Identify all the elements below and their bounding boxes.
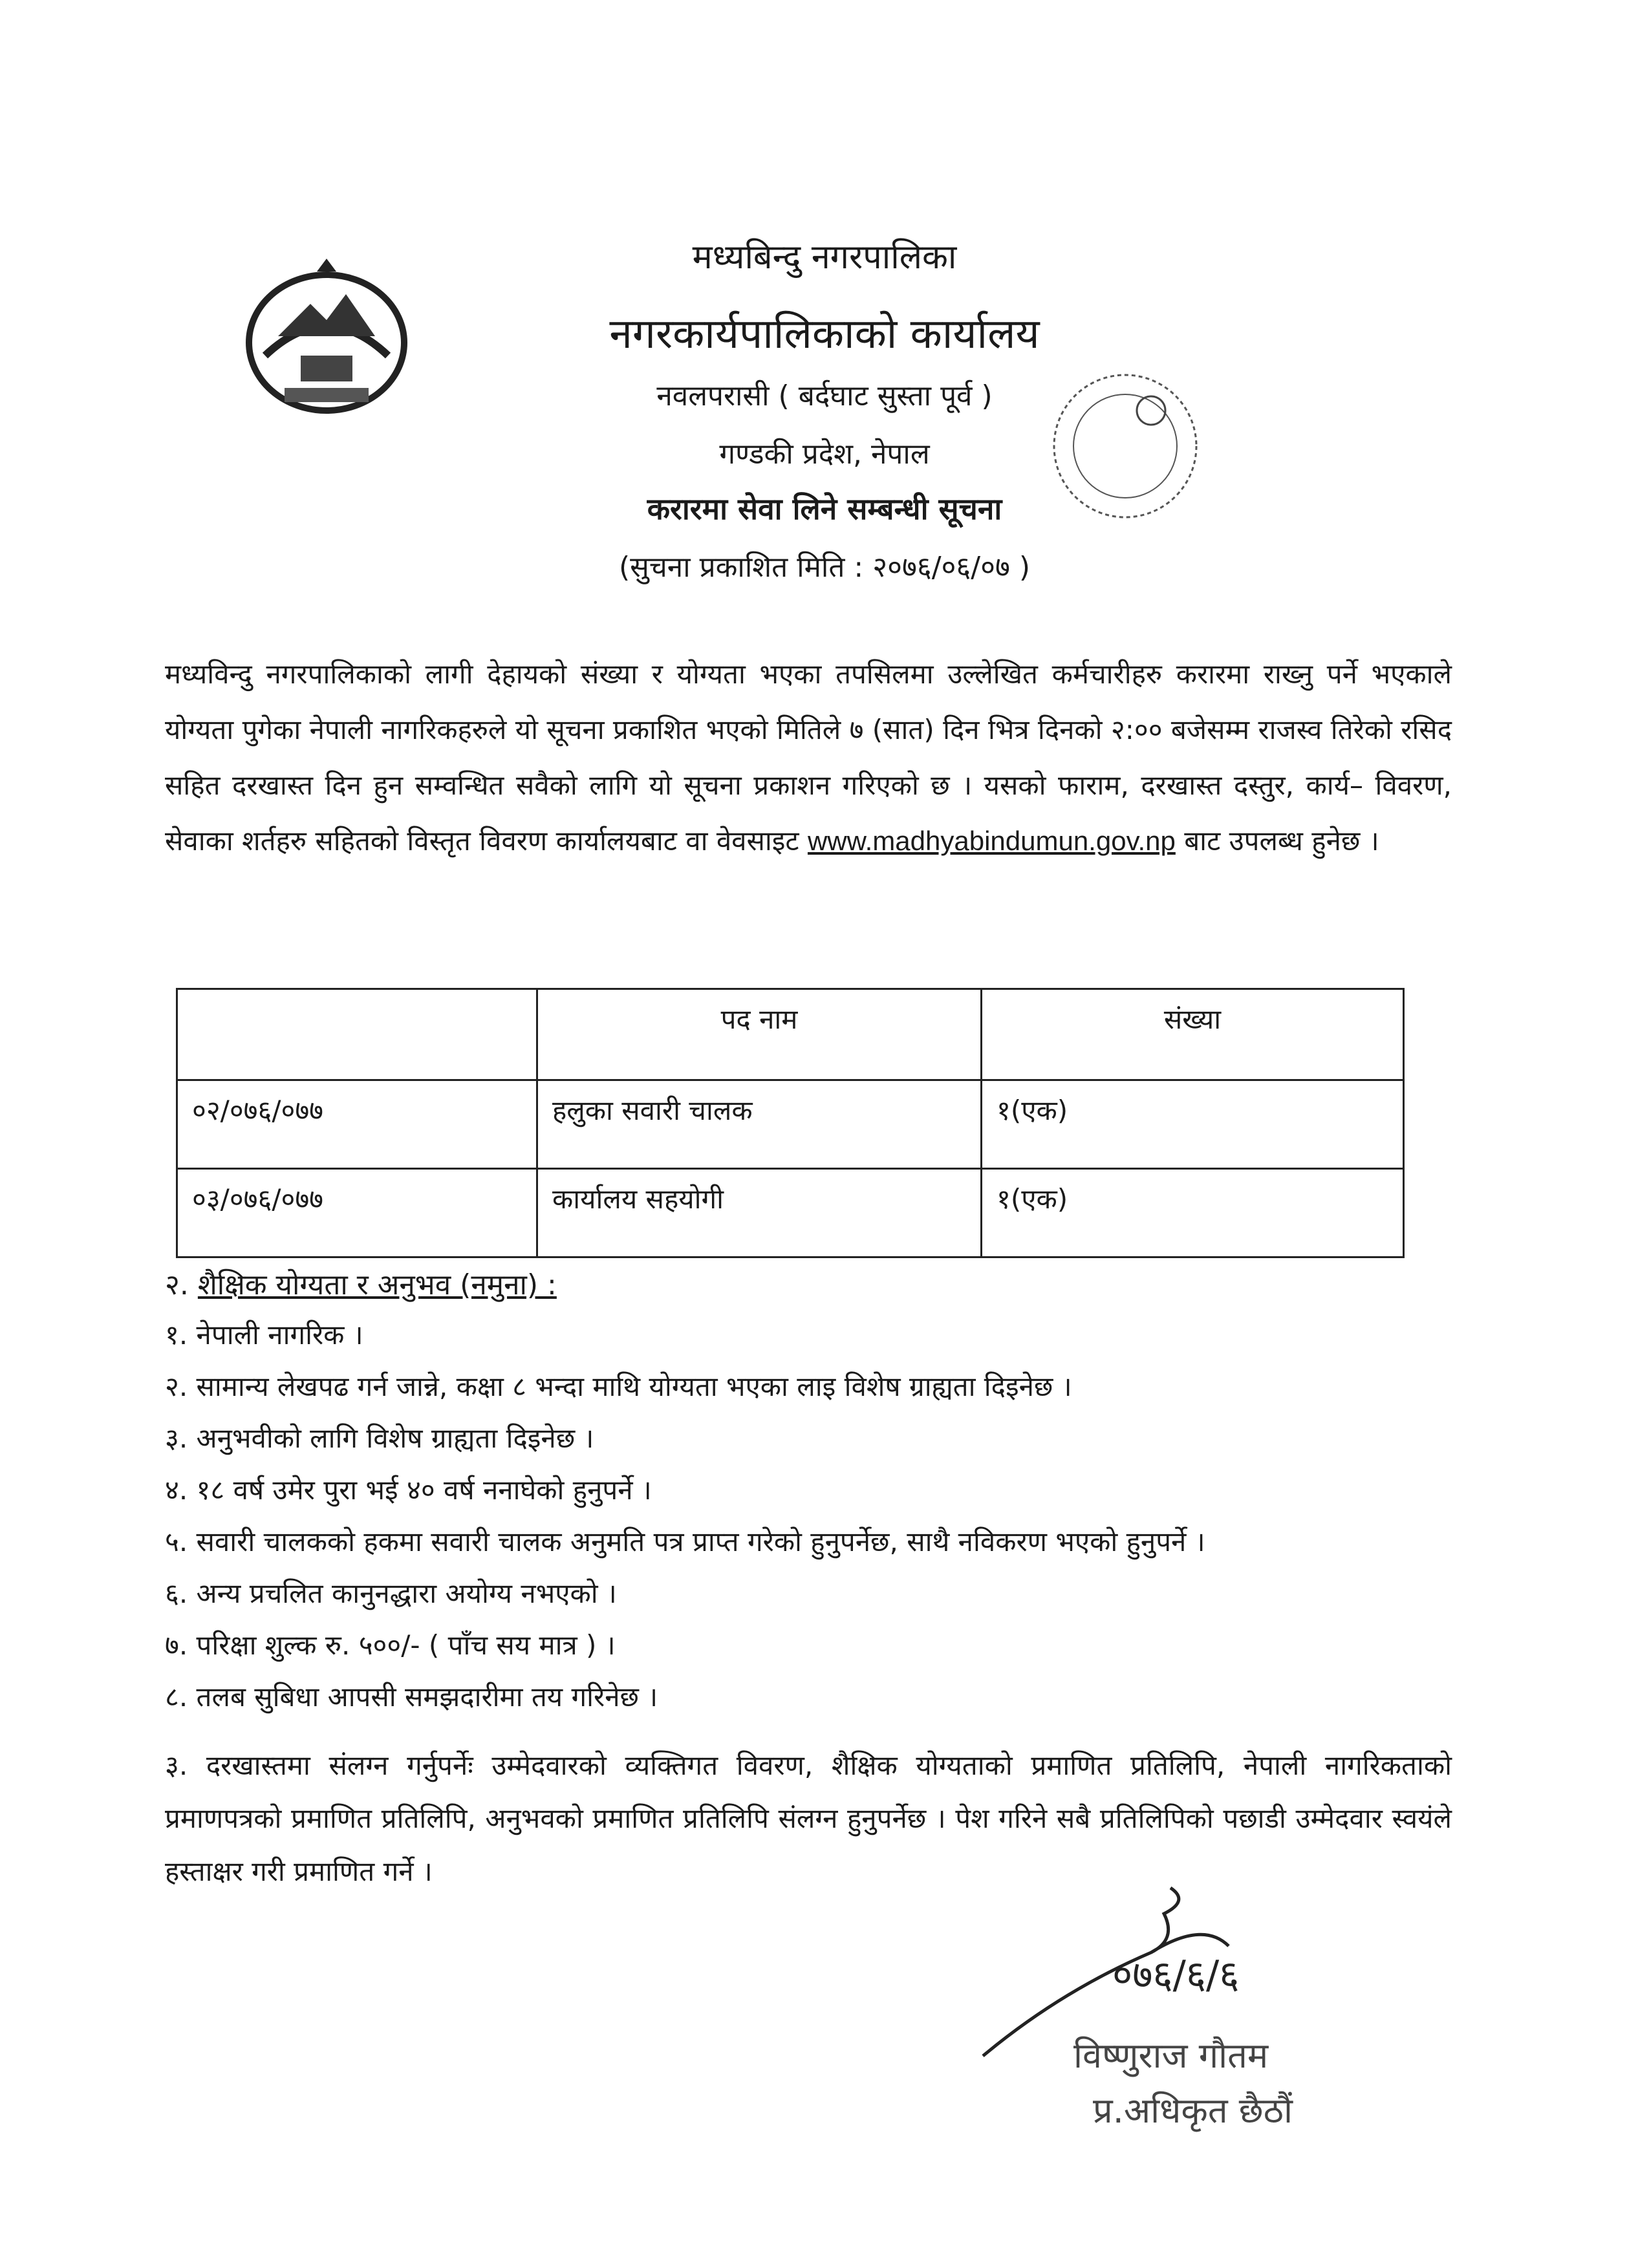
table-header: पद नाम [537,989,982,1080]
signature-date: ०७६/६/६ [1112,1952,1240,1998]
signatory-name: विष्णुराज गौतम [1073,2035,1269,2076]
section-3-paragraph: ३. दरखास्तमा संलग्न गर्नुपर्नेः उम्मेदवारको व्यक्तिगत विवरण, शैक्षिक योग्यताको प्रमाणित प्रतिलिपि, नेपाली नागरिकताको प्रमाणपत्रको प्रमाणित प्रतिलिपि, अनुभवको प्रमाणित प्रतिलिपि संलग्न हुनुपर्नेछ । पेश गरिने सबै प्रतिलिपिको पछाडी उम्मेदवार स्वयंले हस्ताक्षर गरी प्रमाणित गर्ने । [165,1749,1452,1887]
office-seal-icon [1041,365,1209,527]
table-cell: कार्यालय सहयोगी [537,1169,982,1257]
table-cell: ०३/०७६/०७७ [177,1169,537,1257]
office-name: नगरकार्यपालिकाको कार्यालय [609,310,1040,358]
list-item: ४. १८ वर्ष उमेर पुरा भई ४० वर्ष ननाघेको हुनुपर्ने । [165,1474,652,1506]
intro-paragraph [165,647,1452,869]
table-row [177,1169,1404,1257]
list-item: ३. अनुभवीको लागि विशेष ग्राह्यता दिइनेछ । [165,1422,594,1454]
posts-table [176,988,1405,1258]
list-item: ७. परिक्षा शुल्क रु. ५००/- ( पाँच सय मात्र ) । [165,1629,616,1661]
table-cell: हलुका सवारी चालक [537,1080,982,1169]
section-number: २. [165,1268,189,1301]
list-item: ५. सवारी चालकको हकमा सवारी चालक अनुमति पत्र प्राप्त गरेको हुनुपर्नेछ, साथै नविकरण भएको हुनुपर्ने । [165,1526,1205,1557]
intro-text: मध्यविन्दु नगरपालिकाको लागी देहायको संख्या र योग्यता भएका तपसिलमा उल्लेखित कर्मचारीहरु करारमा राख्नु पर्ने भएकाले योग्यता पुगेका नेपाली नागरिकहरुले यो सूचना प्रकाशित भएको मितिले ७ (सात) दिन भित्र दिनको २:०० बजेसम्म राजस्व तिरेको रसिद सहित दरखास्त दिन हुन सम्वन्धित सवैको लागि यो सूचना प्रकाशन गरिएको छ । यसको फाराम, दरखास्त दस्तुर, कार्य– विवरण, सेवाका शर्तहरु सहितको विस्तृत विवरण कार्यालयबाट वा वेवसाइट [165,658,1452,857]
section-title: शैक्षिक योग्यता र अनुभव (नमुना) : [197,1268,557,1301]
district-line: नवलपरासी ( बर्दघाट सुस्ता पूर्व ) [656,380,993,412]
list-item: ६. अन्य प्रचलित कानुनद्धारा अयोग्य नभएको । [165,1578,617,1609]
municipality-name: मध्यबिन्दु नगरपालिका [692,238,957,277]
publish-date: (सुचना प्रकाशित मिति : २०७६/०६/०७ ) [618,551,1031,584]
table-header-row [177,989,1404,1080]
province-line: गण्डकी प्रदेश, नेपाल [719,438,930,471]
table-cell: १(एक) [982,1169,1404,1257]
table-cell: १(एक) [982,1080,1404,1169]
signatory-title: प्र.अधिकृत छैठौं [1093,2090,1293,2131]
list-item: २. सामान्य लेखपढ गर्न जान्ने, कक्षा ८ भन्दा माथि योग्यता भएका लाइ विशेष ग्राह्यता दिइनेछ । [165,1371,1072,1402]
list-item: १. नेपाली नागरिक । [165,1319,363,1351]
table-header: संख्या [982,989,1404,1080]
website-link[interactable]: www.madhyabindumun.gov.np [807,826,1176,856]
table-header [177,989,537,1080]
section-2-heading [165,1264,557,1303]
table-row [177,1080,1404,1169]
notice-title: करारमा सेवा लिने सम्बन्धी सूचना [647,491,1002,526]
table-cell: ०२/०७६/०७७ [177,1080,537,1169]
intro-text-end: बाट उपलब्ध हुनेछ । [1184,825,1379,857]
qualification-list [165,1309,1205,1723]
list-item: ८. तलब सुबिधा आपसी समझदारीमा तय गरिनेछ । [165,1681,658,1713]
